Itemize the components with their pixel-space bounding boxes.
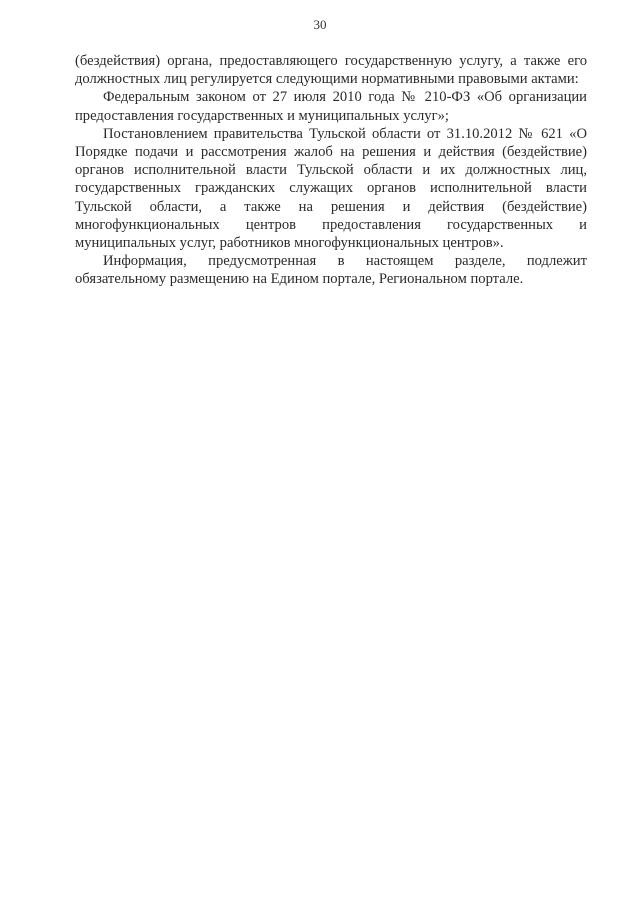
paragraph-tula-resolution: Постановлением правительства Тульской области от 31.10.2012 № 621 «О Порядке подачи и рассмотрения жалоб на решения и действия (бездействие) органов исполнительной власти Тульской области и их должностных лиц, государственных гражданских служащих органов исполнительной власти Тульской области, а также на решения и действия (бездействие) многофункциональных центров предоставления государственных и муниципальных услуг, работников многофункциональных центров». (75, 125, 587, 252)
page-number: 30 (313, 17, 327, 32)
paragraph-appeal-regulation: (бездействия) органа, предоставляющего государственную услугу, а также его должностных лиц регулируется следующими нормативными правовыми актами: (75, 53, 587, 88)
body-text (75, 52, 587, 289)
paragraph-federal-law: Федеральным законом от 27 июля 2010 года № 210-ФЗ «Об организации предоставления государственных и муниципальных услуг»; (75, 89, 587, 124)
paragraph-publication-notice: Информация, предусмотренная в настоящем разделе, подлежит обязательному размещению на Едином портале, Региональном портале. (75, 253, 587, 288)
